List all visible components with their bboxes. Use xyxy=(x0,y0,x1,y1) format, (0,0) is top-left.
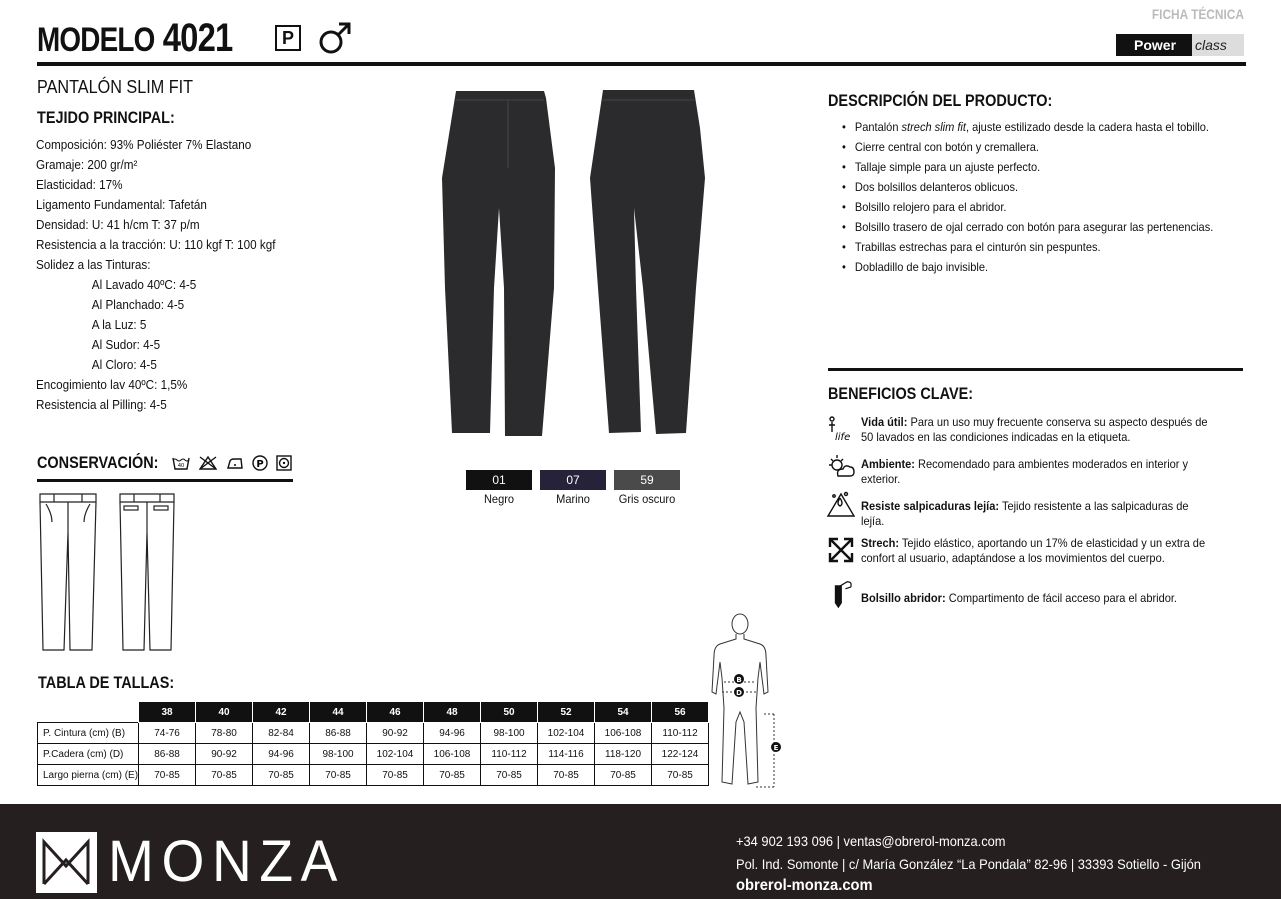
table-cell: 70-85 xyxy=(538,765,595,786)
table-cell: 70-85 xyxy=(196,765,253,786)
svg-text:life: life xyxy=(835,432,851,443)
descripcion-heading: DESCRIPCIÓN DEL PRODUCTO: xyxy=(828,91,1053,110)
spec-line: Solidez a las Tinturas: xyxy=(36,257,151,272)
table-cell: 98-100 xyxy=(310,744,367,765)
table-cell: 70-85 xyxy=(481,765,538,786)
size-header: 50 xyxy=(481,702,538,723)
solidez-line: Al Lavado 40ºC: 4-5 xyxy=(91,277,197,292)
beneficio-ambiente: Ambiente: Recomendado para ambientes moderados en interior y exterior. xyxy=(861,457,1189,486)
table-cell: 86-88 xyxy=(310,723,367,744)
spec-line: Resistencia al Pilling: 4-5 xyxy=(36,397,167,412)
table-cell: 70-85 xyxy=(310,765,367,786)
table-cell: 70-85 xyxy=(367,765,424,786)
power-class-logo xyxy=(1116,34,1244,56)
beneficio-vida-util: Vida útil: Para un uso muy frecuente conserva su aspecto después de 50 lavados en las condiciones indicadas en la etiqueta. xyxy=(861,415,1208,444)
body-measure-figure xyxy=(708,612,788,792)
contact-address: Pol. Ind. Somonte | c/ María González “La Pondala” 82-96 | 33393 Sotiello - Gijón xyxy=(736,856,1201,872)
product-type: PANTALÓN SLIM FIT xyxy=(37,77,194,97)
beneficio-strech: Strech: Tejido elástico, aportando un 17% de elasticidad y un extra de confort al usuario, adaptándose a los movimientos del cuerpo. xyxy=(861,536,1206,565)
pants-technical-drawing xyxy=(38,492,180,654)
figure-label-e: E xyxy=(773,744,779,752)
monza-brand: MONZA xyxy=(108,829,345,894)
table-cell: 110-112 xyxy=(481,744,538,765)
life-icon xyxy=(826,414,856,444)
svg-text:P: P xyxy=(256,459,264,470)
size-header: 48 xyxy=(424,702,481,723)
table-cell: 90-92 xyxy=(196,744,253,765)
dry-clean-p-icon xyxy=(252,455,268,471)
spec-line: Resistencia a la tracción: U: 110 kgf T: 100 kgf xyxy=(36,237,276,252)
table-row xyxy=(38,723,709,744)
table-corner xyxy=(38,702,139,723)
color-code: 59 xyxy=(640,473,654,487)
stretch-arrows-icon xyxy=(826,535,856,565)
table-row xyxy=(38,765,709,786)
size-header: 42 xyxy=(253,702,310,723)
size-header: 52 xyxy=(538,702,595,723)
wash-40-icon xyxy=(172,456,190,470)
table-cell: 110-112 xyxy=(652,723,709,744)
solidez-line: Al Sudor: 4-5 xyxy=(91,337,161,352)
tejido-heading: TEJIDO PRINCIPAL: xyxy=(37,108,175,127)
tallas-heading: TABLA DE TALLAS: xyxy=(38,673,175,692)
color-name: Negro xyxy=(483,492,515,506)
model-number: 4021 xyxy=(162,16,233,60)
tejido-specs xyxy=(36,135,276,415)
table-cell: 82-84 xyxy=(253,723,310,744)
monza-logo-icon xyxy=(36,832,97,893)
list-item: • Trabillas estrechas para el cinturón sin pespuntes. xyxy=(842,237,1213,257)
size-header: 38 xyxy=(139,702,196,723)
list-item: • Pantalón strech slim fit, ajuste estilizado desde la cadera hasta el tobillo. xyxy=(842,117,1213,137)
conservacion-divider xyxy=(37,479,293,482)
table-cell: 122-124 xyxy=(652,744,709,765)
table-cell: 70-85 xyxy=(424,765,481,786)
spec-line: Composición: 93% Poliéster 7% Elastano xyxy=(36,137,252,152)
table-cell: 106-108 xyxy=(424,744,481,765)
figure-label-b: B xyxy=(736,676,742,684)
row-label: P.Cadera (cm) (D) xyxy=(38,744,139,765)
model-word: MODELO xyxy=(37,21,155,59)
class-label: class xyxy=(1195,37,1227,53)
table-cell: 118-120 xyxy=(595,744,652,765)
iron-icon xyxy=(226,456,244,470)
table-cell: 102-104 xyxy=(538,723,595,744)
beneficios-heading: BENEFICIOS CLAVE: xyxy=(828,384,974,403)
color-swatch-gris-oscuro xyxy=(614,470,680,490)
solidez-line: Al Planchado: 4-5 xyxy=(91,297,185,312)
row-label: P. Cintura (cm) (B) xyxy=(38,723,139,744)
figure-label-d: D xyxy=(736,689,742,697)
color-name: Gris oscuro xyxy=(618,492,676,506)
size-table xyxy=(37,701,709,786)
color-swatch-marino xyxy=(540,470,606,490)
size-header: 56 xyxy=(652,702,709,723)
size-header: 46 xyxy=(367,702,424,723)
table-cell: 94-96 xyxy=(424,723,481,744)
spec-line: Ligamento Fundamental: Tafetán xyxy=(36,197,207,212)
tumble-dry-icon xyxy=(276,455,292,471)
spec-line: Gramaje: 200 gr/m² xyxy=(36,157,138,172)
power-label: Power xyxy=(1116,34,1192,56)
care-icons xyxy=(172,455,292,471)
header-divider xyxy=(37,62,1246,66)
weather-icon xyxy=(826,452,856,482)
color-code: 07 xyxy=(566,473,580,487)
spec-line: Densidad: U: 41 h/cm T: 37 p/m xyxy=(36,217,200,232)
table-header-row xyxy=(38,702,709,723)
male-symbol-icon xyxy=(318,22,352,56)
table-cell: 74-76 xyxy=(139,723,196,744)
website-link[interactable]: obrerol-monza.com xyxy=(736,877,873,894)
descripcion-list xyxy=(842,117,1213,277)
list-item: • Bolsillo relojero para el abridor. xyxy=(842,197,1213,217)
ficha-tecnica-label: FICHA TÉCNICA xyxy=(1151,6,1244,22)
table-cell: 106-108 xyxy=(595,723,652,744)
table-cell: 78-80 xyxy=(196,723,253,744)
table-cell: 114-116 xyxy=(538,744,595,765)
spec-line: Elasticidad: 17% xyxy=(36,177,123,192)
color-swatch-negro xyxy=(466,470,532,490)
list-item: • Cierre central con botón y cremallera. xyxy=(842,137,1213,157)
table-cell: 90-92 xyxy=(367,723,424,744)
svg-text:40: 40 xyxy=(177,463,185,469)
table-cell: 70-85 xyxy=(253,765,310,786)
pants-photo xyxy=(438,88,713,440)
beneficio-bolsillo-abridor: Bolsillo abridor: Compartimento de fácil acceso para el abridor. xyxy=(861,591,1178,605)
table-cell: 98-100 xyxy=(481,723,538,744)
size-header: 54 xyxy=(595,702,652,723)
p-badge: P xyxy=(275,25,301,51)
table-cell: 70-85 xyxy=(595,765,652,786)
table-cell: 86-88 xyxy=(139,744,196,765)
conservacion-heading: CONSERVACIÓN: xyxy=(37,453,159,472)
bleach-splash-icon xyxy=(826,488,856,518)
table-cell: 102-104 xyxy=(367,744,424,765)
beneficios-divider xyxy=(828,368,1243,371)
solidez-line: Al Cloro: 4-5 xyxy=(91,357,157,372)
color-code: 01 xyxy=(492,473,506,487)
opener-pocket-icon xyxy=(826,580,856,610)
model-title xyxy=(37,16,232,61)
beneficio-lejia: Resiste salpicaduras lejía: Tejido resistente a las salpicaduras de lejía. xyxy=(861,499,1189,528)
contact-phone-email[interactable]: +34 902 193 096 | ventas@obrerol-monza.com xyxy=(736,833,1006,849)
size-header: 44 xyxy=(310,702,367,723)
solidez-line: A la Luz: 5 xyxy=(91,317,147,332)
table-cell: 70-85 xyxy=(139,765,196,786)
color-name: Marino xyxy=(556,492,590,506)
list-item: • Bolsillo trasero de ojal cerrado con botón para asegurar las pertenencias. xyxy=(842,217,1213,237)
table-row xyxy=(38,744,709,765)
list-item: • Tallaje simple para un ajuste perfecto. xyxy=(842,157,1213,177)
size-header: 40 xyxy=(196,702,253,723)
no-bleach-icon xyxy=(198,456,218,470)
list-item: • Dos bolsillos delanteros oblicuos. xyxy=(842,177,1213,197)
row-label: Largo pierna (cm) (E) xyxy=(38,765,139,786)
table-cell: 70-85 xyxy=(652,765,709,786)
table-cell: 94-96 xyxy=(253,744,310,765)
spec-line: Encogimiento lav 40ºC: 1,5% xyxy=(36,377,188,392)
list-item: • Dobladillo de bajo invisible. xyxy=(842,257,1213,277)
